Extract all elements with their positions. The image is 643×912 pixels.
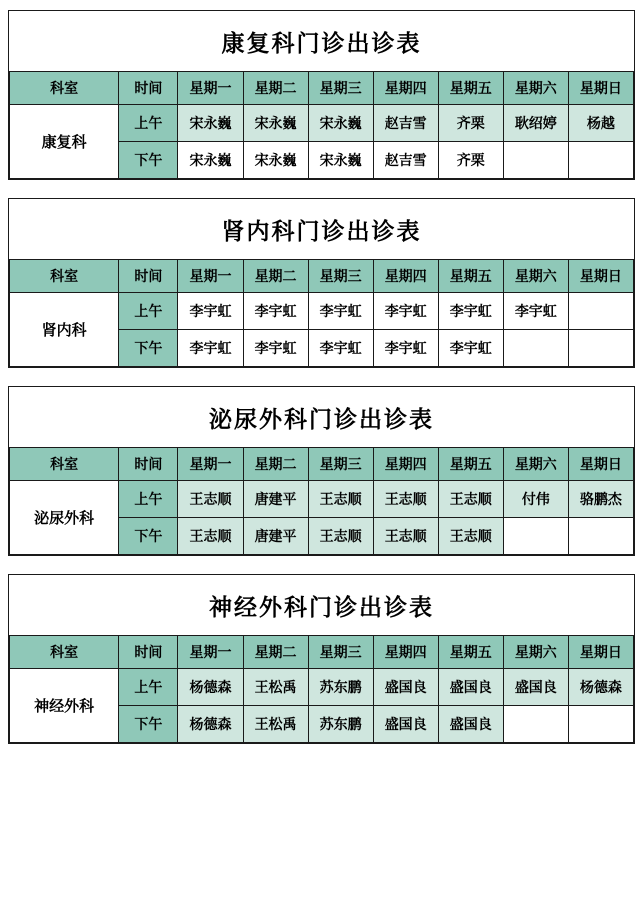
column-header-day-7: 星期日: [568, 636, 633, 669]
doctor-cell: [568, 142, 633, 179]
doctor-cell: 王志顺: [438, 481, 503, 518]
column-header-day-5: 星期五: [438, 72, 503, 105]
doctor-cell: 宋永巍: [308, 105, 373, 142]
doctor-cell: 王松禹: [243, 669, 308, 706]
schedule-table: [9, 635, 634, 743]
schedule-table: [9, 447, 634, 555]
column-header-day-7: 星期日: [568, 448, 633, 481]
schedule-block: [8, 198, 635, 368]
column-header-day-1: 星期一: [178, 636, 243, 669]
doctor-cell: 王志顺: [438, 518, 503, 555]
table-row: [10, 293, 634, 330]
doctor-cell: 齐栗: [438, 142, 503, 179]
column-header-day-2: 星期二: [243, 72, 308, 105]
doctor-cell: 李宇虹: [308, 330, 373, 367]
column-header-day-7: 星期日: [568, 72, 633, 105]
department-name: 康复科: [10, 105, 119, 179]
schedule-title: 神经外科门诊出诊表: [209, 595, 434, 620]
schedule-table: [9, 71, 634, 179]
column-header-day-2: 星期二: [243, 448, 308, 481]
doctor-cell: 付伟: [503, 481, 568, 518]
doctor-cell: 宋永巍: [178, 142, 243, 179]
column-header-day-1: 星期一: [178, 260, 243, 293]
column-header-day-4: 星期四: [373, 72, 438, 105]
table-header-row: [10, 260, 634, 293]
doctor-cell: 李宇虹: [243, 293, 308, 330]
column-header-day-4: 星期四: [373, 448, 438, 481]
doctor-cell: 宋永巍: [243, 142, 308, 179]
doctor-cell: 杨德森: [178, 669, 243, 706]
doctor-cell: 盛国良: [438, 706, 503, 743]
column-header-period: 时间: [119, 72, 178, 105]
column-header-day-5: 星期五: [438, 636, 503, 669]
schedule-block: [8, 574, 635, 744]
period-morning: 上午: [119, 293, 178, 330]
doctor-cell: 王松禹: [243, 706, 308, 743]
schedule-block: [8, 386, 635, 556]
doctor-cell: 李宇虹: [438, 293, 503, 330]
doctor-cell: 王志顺: [178, 481, 243, 518]
column-header-period: 时间: [119, 448, 178, 481]
department-name: 神经外科: [10, 669, 119, 743]
doctor-cell: 李宇虹: [178, 293, 243, 330]
doctor-cell: 王志顺: [178, 518, 243, 555]
department-name: 肾内科: [10, 293, 119, 367]
schedule-block: [8, 10, 635, 180]
doctor-cell: [503, 330, 568, 367]
column-header-day-3: 星期三: [308, 260, 373, 293]
doctor-cell: 宋永巍: [178, 105, 243, 142]
column-header-period: 时间: [119, 260, 178, 293]
doctor-cell: [568, 330, 633, 367]
period-afternoon: 下午: [119, 330, 178, 367]
doctor-cell: 唐建平: [243, 481, 308, 518]
doctor-cell: 李宇虹: [178, 330, 243, 367]
doctor-cell: 盛国良: [503, 669, 568, 706]
doctor-cell: 李宇虹: [438, 330, 503, 367]
column-header-day-6: 星期六: [503, 448, 568, 481]
column-header-day-2: 星期二: [243, 636, 308, 669]
doctor-cell: 盛国良: [373, 706, 438, 743]
doctor-cell: 杨德森: [178, 706, 243, 743]
schedule-table: [9, 259, 634, 367]
doctor-cell: 王志顺: [373, 481, 438, 518]
doctor-cell: 耿绍婷: [503, 105, 568, 142]
doctor-cell: 唐建平: [243, 518, 308, 555]
doctor-cell: 李宇虹: [243, 330, 308, 367]
doctor-cell: 齐栗: [438, 105, 503, 142]
doctor-cell: [503, 142, 568, 179]
doctor-cell: 苏东鹏: [308, 669, 373, 706]
doctor-cell: 王志顺: [308, 481, 373, 518]
column-header-day-5: 星期五: [438, 448, 503, 481]
doctor-cell: 王志顺: [308, 518, 373, 555]
doctor-cell: 苏东鹏: [308, 706, 373, 743]
doctor-cell: 李宇虹: [373, 293, 438, 330]
column-header-day-3: 星期三: [308, 636, 373, 669]
doctor-cell: 宋永巍: [243, 105, 308, 142]
table-header-row: [10, 72, 634, 105]
schedule-blocks-container: [8, 10, 635, 744]
column-header-day-3: 星期三: [308, 448, 373, 481]
doctor-cell: [568, 706, 633, 743]
doctor-cell: 李宇虹: [373, 330, 438, 367]
column-header-day-3: 星期三: [308, 72, 373, 105]
column-header-department: 科室: [10, 636, 119, 669]
period-morning: 上午: [119, 481, 178, 518]
table-row: [10, 105, 634, 142]
column-header-day-2: 星期二: [243, 260, 308, 293]
doctor-cell: [568, 293, 633, 330]
doctor-cell: 盛国良: [438, 669, 503, 706]
doctor-cell: 宋永巍: [308, 142, 373, 179]
period-afternoon: 下午: [119, 142, 178, 179]
doctor-cell: 赵吉雪: [373, 105, 438, 142]
department-name: 泌尿外科: [10, 481, 119, 555]
column-header-period: 时间: [119, 636, 178, 669]
column-header-day-4: 星期四: [373, 636, 438, 669]
column-header-day-7: 星期日: [568, 260, 633, 293]
column-header-day-1: 星期一: [178, 72, 243, 105]
schedule-title: 泌尿外科门诊出诊表: [209, 407, 434, 432]
period-morning: 上午: [119, 105, 178, 142]
column-header-day-6: 星期六: [503, 72, 568, 105]
schedule-title: 康复科门诊出诊表: [221, 31, 422, 56]
schedule-title: 肾内科门诊出诊表: [221, 219, 422, 244]
period-afternoon: 下午: [119, 518, 178, 555]
doctor-cell: 李宇虹: [308, 293, 373, 330]
doctor-cell: 骆鹏杰: [568, 481, 633, 518]
column-header-department: 科室: [10, 448, 119, 481]
doctor-cell: 王志顺: [373, 518, 438, 555]
table-row: [10, 481, 634, 518]
column-header-day-6: 星期六: [503, 260, 568, 293]
doctor-cell: 杨越: [568, 105, 633, 142]
doctor-cell: 杨德森: [568, 669, 633, 706]
doctor-cell: 赵吉雪: [373, 142, 438, 179]
doctor-cell: [503, 706, 568, 743]
column-header-day-1: 星期一: [178, 448, 243, 481]
table-header-row: [10, 448, 634, 481]
doctor-cell: [568, 518, 633, 555]
doctor-cell: [503, 518, 568, 555]
doctor-cell: 李宇虹: [503, 293, 568, 330]
table-header-row: [10, 636, 634, 669]
column-header-day-5: 星期五: [438, 260, 503, 293]
period-afternoon: 下午: [119, 706, 178, 743]
column-header-day-6: 星期六: [503, 636, 568, 669]
table-row: [10, 669, 634, 706]
doctor-cell: 盛国良: [373, 669, 438, 706]
column-header-day-4: 星期四: [373, 260, 438, 293]
period-morning: 上午: [119, 669, 178, 706]
column-header-department: 科室: [10, 72, 119, 105]
column-header-department: 科室: [10, 260, 119, 293]
